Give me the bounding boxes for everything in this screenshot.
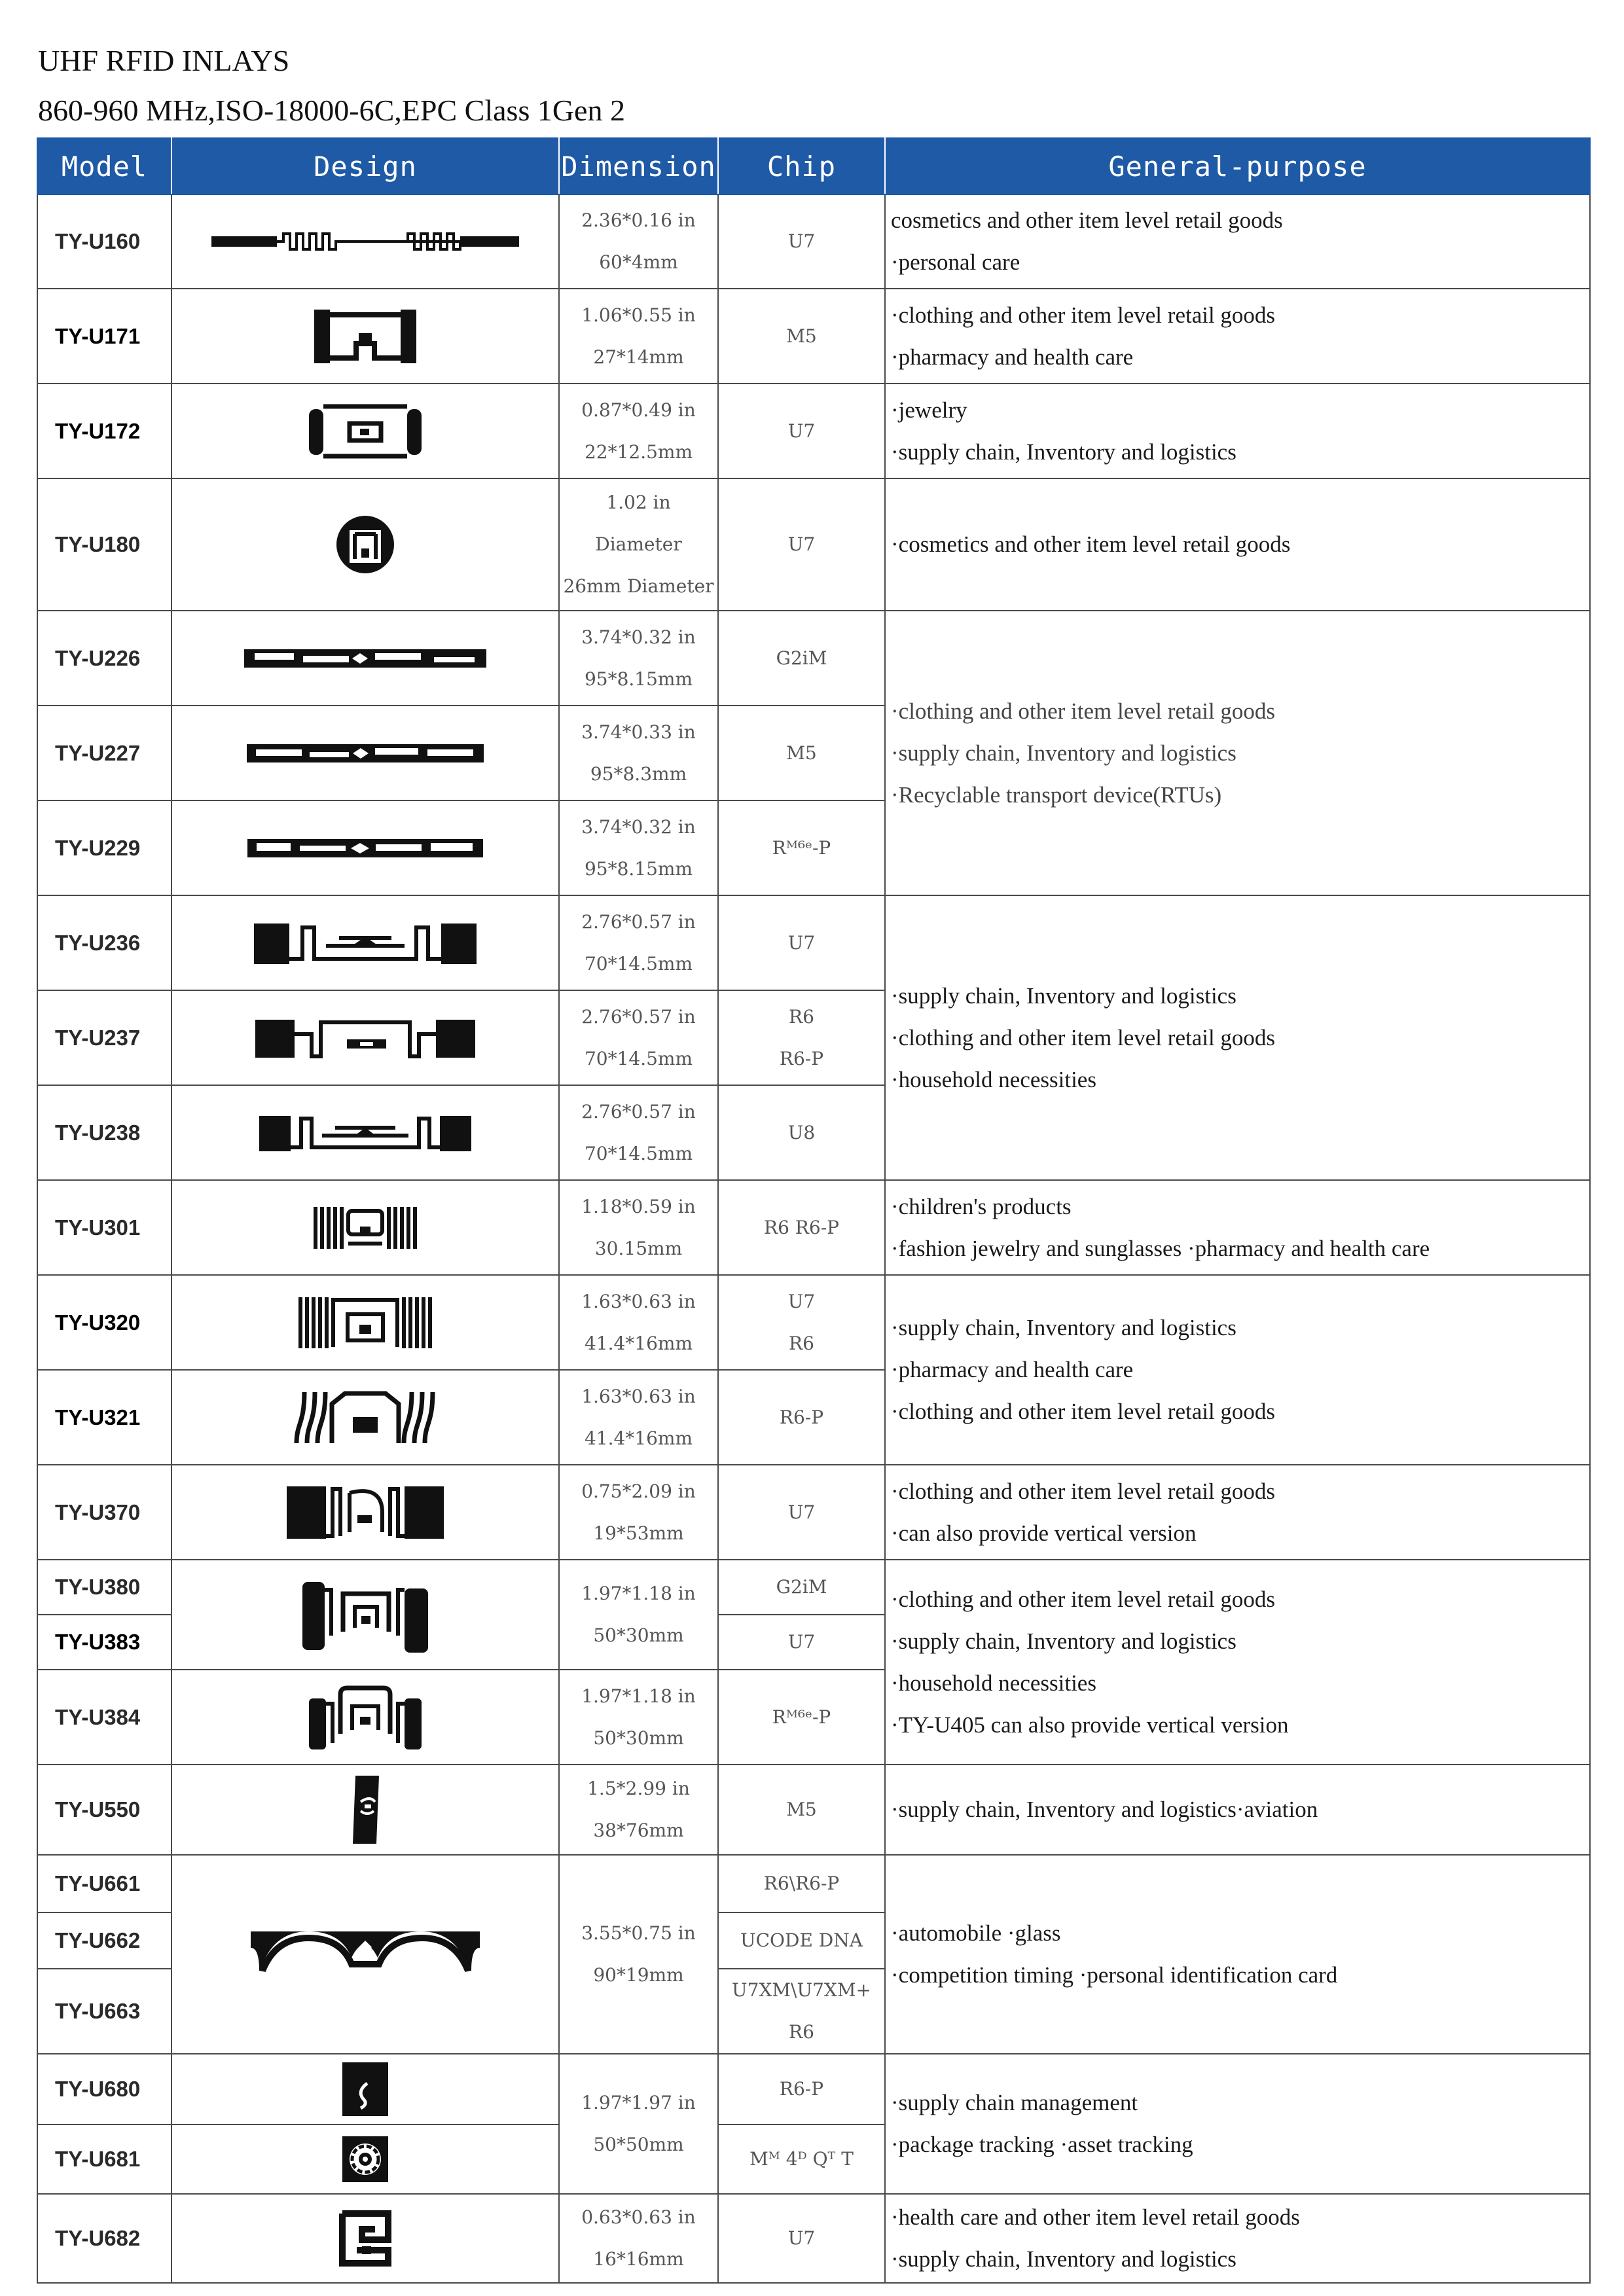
dimension-cell: 1.97*1.18 in 50*30mm (559, 1670, 718, 1765)
chip-cell: M5 (718, 289, 885, 384)
model-cell: TY-U227 (37, 706, 171, 800)
table-row (37, 1275, 1590, 1370)
chip-cell: R6 R6-P (718, 1180, 885, 1275)
model-cell: TY-U380 (37, 1560, 171, 1615)
square-loop-antenna-icon (313, 307, 418, 366)
chip-cell: U8 (718, 1085, 885, 1180)
dimension-cell: 1.18*0.59 in 30.15mm (559, 1180, 718, 1275)
application-cell: ·supply chain, Inventory and logistics·aviation (885, 1765, 1590, 1855)
meander-antenna-icon (313, 1204, 418, 1251)
design-cell (171, 611, 559, 706)
table-row (37, 1465, 1590, 1560)
design-cell (171, 384, 559, 478)
chip-cell: R6-P (718, 1370, 885, 1465)
table-row (37, 1765, 1590, 1855)
table-row (37, 384, 1590, 478)
dimension-cell: 2.76*0.57 in 70*14.5mm (559, 990, 718, 1085)
design-cell (171, 1765, 559, 1855)
model-cell: TY-U550 (37, 1765, 171, 1855)
chip-cell: Rᴹ⁶ᵉ-P (718, 1670, 885, 1765)
model-cell: TY-U160 (37, 194, 171, 289)
model-cell: TY-U229 (37, 800, 171, 895)
chip-cell: M5 (718, 706, 885, 800)
application-cell: ·health care and other item level retail goods ·supply chain, Inventory and logistics (885, 2194, 1590, 2283)
dimension-cell: 2.76*0.57 in 70*14.5mm (559, 1085, 718, 1180)
dimension-cell: 1.02 in Diameter 26mm Diameter (559, 478, 718, 611)
design-cell (171, 2125, 559, 2194)
long-dipole-antenna-icon (211, 227, 519, 256)
design-cell (171, 1855, 559, 2054)
chip-cell: U7 (718, 194, 885, 289)
table-row (37, 1855, 1590, 1912)
model-cell: TY-U172 (37, 384, 171, 478)
chip-cell: U7 R6 (718, 1275, 885, 1370)
design-cell (171, 1670, 559, 1765)
application-cell: cosmetics and other item level retail goods ·personal care (885, 194, 1590, 289)
dimension-cell: 0.75*2.09 in 19*53mm (559, 1465, 718, 1560)
dimension-cell: 1.97*1.97 in 50*50mm (559, 2054, 718, 2194)
table-row (37, 1180, 1590, 1275)
table-row (37, 611, 1590, 706)
model-cell: TY-U238 (37, 1085, 171, 1180)
header-model: Model (37, 138, 171, 194)
application-cell: ·clothing and other item level retail goods ·supply chain, Inventory and logistics ·household necessities ·TY-U405 can also provide vertical version (885, 1560, 1590, 1765)
model-cell: TY-U662 (37, 1912, 171, 1969)
design-cell (171, 194, 559, 289)
model-cell: TY-U383 (37, 1615, 171, 1670)
dimension-cell: 1.06*0.55 in 27*14mm (559, 289, 718, 384)
header-chip: Chip (718, 138, 885, 194)
bar-antenna-icon (247, 742, 484, 765)
small-square-antenna-icon (341, 2061, 389, 2117)
spiral-antenna-icon (336, 2208, 395, 2269)
chip-cell: R6 R6-P (718, 990, 885, 1085)
design-cell (171, 1465, 559, 1560)
wave-antenna-icon (293, 1388, 438, 1447)
header-dimension: Dimension (559, 138, 718, 194)
bar-antenna-icon (247, 836, 483, 860)
model-cell: TY-U226 (37, 611, 171, 706)
chip-cell: Rᴹ⁶ᵉ-P (718, 800, 885, 895)
chip-cell: U7 (718, 1465, 885, 1560)
dimension-cell: 3.74*0.32 in 95*8.15mm (559, 800, 718, 895)
chip-cell: Mᴹ 4ᴰ Qᵀ T (718, 2125, 885, 2194)
application-cell: ·supply chain, Inventory and logistics ·pharmacy and health care ·clothing and other item level retail goods (885, 1275, 1590, 1465)
dimension-cell: 3.74*0.33 in 95*8.3mm (559, 706, 718, 800)
model-cell: TY-U171 (37, 289, 171, 384)
model-cell: TY-U384 (37, 1670, 171, 1765)
model-cell: TY-U237 (37, 990, 171, 1085)
page-title: UHF RFID INLAYS (38, 44, 290, 77)
wave-antenna-icon (251, 1925, 480, 1984)
chip-cell: G2iM (718, 611, 885, 706)
header-general-purpose: General-purpose (885, 138, 1590, 194)
design-cell (171, 800, 559, 895)
model-cell: TY-U680 (37, 2054, 171, 2125)
dimension-cell: 2.76*0.57 in 70*14.5mm (559, 895, 718, 990)
header-design: Design (171, 138, 559, 194)
model-cell: TY-U663 (37, 1969, 171, 2054)
application-cell: ·automobile ·glass ·competition timing ·personal identification card (885, 1855, 1590, 2054)
design-cell (171, 895, 559, 990)
chip-cell: U7 (718, 2194, 885, 2283)
chip-cell: R6\R6-P (718, 1855, 885, 1912)
tall-antenna-icon (287, 1484, 444, 1541)
design-cell (171, 289, 559, 384)
inlay-spec-table (37, 137, 1591, 2284)
dimension-cell: 1.5*2.99 in 38*76mm (559, 1765, 718, 1855)
model-cell: TY-U301 (37, 1180, 171, 1275)
dimension-cell: 0.63*0.63 in 16*16mm (559, 2194, 718, 2283)
bar-antenna-icon (244, 647, 486, 670)
model-cell: TY-U370 (37, 1465, 171, 1560)
design-cell (171, 706, 559, 800)
application-cell: ·clothing and other item level retail goods ·can also provide vertical version (885, 1465, 1590, 1560)
chip-cell: U7 (718, 384, 885, 478)
table-row (37, 895, 1590, 990)
tall-antenna-icon (300, 1575, 431, 1654)
page-subtitle: 860-960 MHz,ISO-18000-6C,EPC Class 1Gen 2 (38, 94, 625, 127)
dimension-cell: 3.55*0.75 in 90*19mm (559, 1855, 718, 2054)
model-cell: TY-U681 (37, 2125, 171, 2194)
chip-cell: G2iM (718, 1560, 885, 1615)
strip-antenna-icon (348, 1776, 383, 1844)
dimension-cell: 1.63*0.63 in 41.4*16mm (559, 1275, 718, 1370)
model-cell: TY-U682 (37, 2194, 171, 2283)
table-row (37, 194, 1590, 289)
table-row (37, 289, 1590, 384)
design-cell (171, 1275, 559, 1370)
chip-cell: U7 (718, 895, 885, 990)
model-cell: TY-U236 (37, 895, 171, 990)
flower-antenna-icon (341, 2135, 389, 2183)
tall-antenna-icon (308, 1681, 423, 1753)
application-cell: ·supply chain, Inventory and logistics ·clothing and other item level retail goods ·household necessities (885, 895, 1590, 1180)
dimension-cell: 0.87*0.49 in 22*12.5mm (559, 384, 718, 478)
model-cell: TY-U321 (37, 1370, 171, 1465)
design-cell (171, 1370, 559, 1465)
model-cell: TY-U180 (37, 478, 171, 611)
chip-cell: U7 (718, 1615, 885, 1670)
design-cell (171, 2194, 559, 2283)
table-row (37, 478, 1590, 611)
dimension-cell: 1.63*0.63 in 41.4*16mm (559, 1370, 718, 1465)
chip-cell: M5 (718, 1765, 885, 1855)
application-cell: ·clothing and other item level retail goods ·pharmacy and health care (885, 289, 1590, 384)
chip-cell: U7XM\U7XM+ R6 (718, 1969, 885, 2054)
design-cell (171, 2054, 559, 2125)
design-cell (171, 1560, 559, 1670)
application-cell: ·supply chain management ·package tracking ·asset tracking (885, 2054, 1590, 2194)
model-cell: TY-U661 (37, 1855, 171, 1912)
chip-cell: U7 (718, 478, 885, 611)
application-cell: ·children's products ·fashion jewelry and sunglasses ·pharmacy and health care (885, 1180, 1590, 1275)
design-cell (171, 478, 559, 611)
table-row (37, 1560, 1590, 1615)
dimension-cell: 3.74*0.32 in 95*8.15mm (559, 611, 718, 706)
wide-pad-antenna-icon (259, 1112, 471, 1154)
chip-cell: UCODE DNA (718, 1912, 885, 1969)
circular-antenna-icon (333, 512, 398, 577)
wide-pad-antenna-icon (254, 920, 477, 967)
design-cell (171, 990, 559, 1085)
table-row (37, 2194, 1590, 2283)
design-cell (171, 1085, 559, 1180)
wide-pad-antenna-icon (255, 1014, 475, 1062)
square-loop-antenna-icon (306, 400, 424, 463)
dimension-cell: 2.36*0.16 in 60*4mm (559, 194, 718, 289)
table-header-row (37, 138, 1590, 194)
chip-cell: R6-P (718, 2054, 885, 2125)
application-cell: ·jewelry ·supply chain, Inventory and logistics (885, 384, 1590, 478)
application-cell: ·clothing and other item level retail goods ·supply chain, Inventory and logistics ·Recyclable transport device(RTUs) (885, 611, 1590, 895)
design-cell (171, 1180, 559, 1275)
model-cell: TY-U320 (37, 1275, 171, 1370)
meander-antenna-icon (298, 1295, 433, 1351)
table-row (37, 2054, 1590, 2125)
dimension-cell: 1.97*1.18 in 50*30mm (559, 1560, 718, 1670)
application-cell: ·cosmetics and other item level retail goods (885, 478, 1590, 611)
